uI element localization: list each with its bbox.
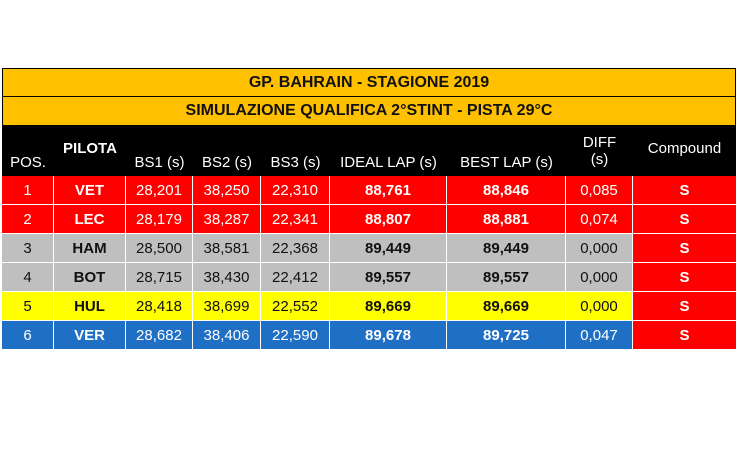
cell-compound: S — [633, 205, 736, 233]
cell-pilota: VER — [54, 321, 126, 349]
cell-ideal: 89,678 — [330, 321, 447, 349]
cell-pos: 1 — [2, 176, 54, 204]
cell-ideal: 89,449 — [330, 234, 447, 262]
header-diff — [566, 126, 633, 176]
cell-pos: 6 — [2, 321, 54, 349]
table-body — [2, 176, 736, 350]
header-diff-unit: (s) — [590, 151, 609, 168]
header-diff-label: DIFF — [582, 134, 617, 151]
cell-best: 89,669 — [447, 292, 566, 320]
cell-bs2: 38,581 — [193, 234, 261, 262]
cell-pilota: HUL — [54, 292, 126, 320]
cell-pos: 5 — [2, 292, 54, 320]
header-bs2: BS2 (s) — [201, 154, 252, 171]
cell-diff: 0,047 — [566, 321, 633, 349]
cell-bs1: 28,201 — [126, 176, 193, 204]
cell-best: 88,881 — [447, 205, 566, 233]
table-row — [2, 321, 736, 350]
cell-bs1: 28,682 — [126, 321, 193, 349]
cell-best: 88,846 — [447, 176, 566, 204]
cell-diff: 0,000 — [566, 234, 633, 262]
header-pilota: PILOTA — [63, 139, 117, 157]
cell-pilota: VET — [54, 176, 126, 204]
table-row — [2, 234, 736, 263]
cell-ideal: 89,669 — [330, 292, 447, 320]
cell-bs2: 38,430 — [193, 263, 261, 291]
cell-pilota: HAM — [54, 234, 126, 262]
table-row — [2, 263, 736, 292]
cell-bs3: 22,368 — [261, 234, 330, 262]
header-row — [2, 126, 736, 176]
cell-pos: 4 — [2, 263, 54, 291]
cell-pilota: BOT — [54, 263, 126, 291]
cell-compound: S — [633, 292, 736, 320]
cell-bs3: 22,590 — [261, 321, 330, 349]
cell-best: 89,725 — [447, 321, 566, 349]
table-row — [2, 176, 736, 205]
cell-pilota: LEC — [54, 205, 126, 233]
cell-best: 89,449 — [447, 234, 566, 262]
cell-bs1: 28,715 — [126, 263, 193, 291]
cell-bs1: 28,179 — [126, 205, 193, 233]
cell-ideal: 88,807 — [330, 205, 447, 233]
cell-diff: 0,085 — [566, 176, 633, 204]
cell-diff: 0,000 — [566, 263, 633, 291]
header-bs1: BS1 (s) — [134, 154, 185, 171]
cell-bs2: 38,287 — [193, 205, 261, 233]
cell-compound: S — [633, 263, 736, 291]
cell-compound: S — [633, 321, 736, 349]
cell-bs3: 22,552 — [261, 292, 330, 320]
cell-bs1: 28,418 — [126, 292, 193, 320]
header-pos: POS. — [10, 154, 46, 171]
cell-diff: 0,074 — [566, 205, 633, 233]
cell-bs2: 38,699 — [193, 292, 261, 320]
cell-pos: 3 — [2, 234, 54, 262]
header-best-lap: BEST LAP (s) — [460, 154, 553, 171]
table-row — [2, 292, 736, 321]
cell-best: 89,557 — [447, 263, 566, 291]
cell-bs3: 22,310 — [261, 176, 330, 204]
table-subtitle: SIMULAZIONE QUALIFICA 2°STINT - PISTA 29°C — [2, 97, 736, 126]
header-bs3: BS3 (s) — [270, 154, 321, 171]
cell-bs1: 28,500 — [126, 234, 193, 262]
table-title: GP. BAHRAIN - STAGIONE 2019 — [2, 68, 736, 97]
cell-pos: 2 — [2, 205, 54, 233]
cell-bs2: 38,406 — [193, 321, 261, 349]
header-compound: Compound — [647, 139, 722, 157]
cell-bs3: 22,412 — [261, 263, 330, 291]
header-ideal-lap: IDEAL LAP (s) — [340, 154, 437, 171]
cell-bs3: 22,341 — [261, 205, 330, 233]
cell-ideal: 89,557 — [330, 263, 447, 291]
cell-compound: S — [633, 176, 736, 204]
cell-compound: S — [633, 234, 736, 262]
results-table — [2, 68, 736, 350]
cell-diff: 0,000 — [566, 292, 633, 320]
table-row — [2, 205, 736, 234]
cell-ideal: 88,761 — [330, 176, 447, 204]
cell-bs2: 38,250 — [193, 176, 261, 204]
